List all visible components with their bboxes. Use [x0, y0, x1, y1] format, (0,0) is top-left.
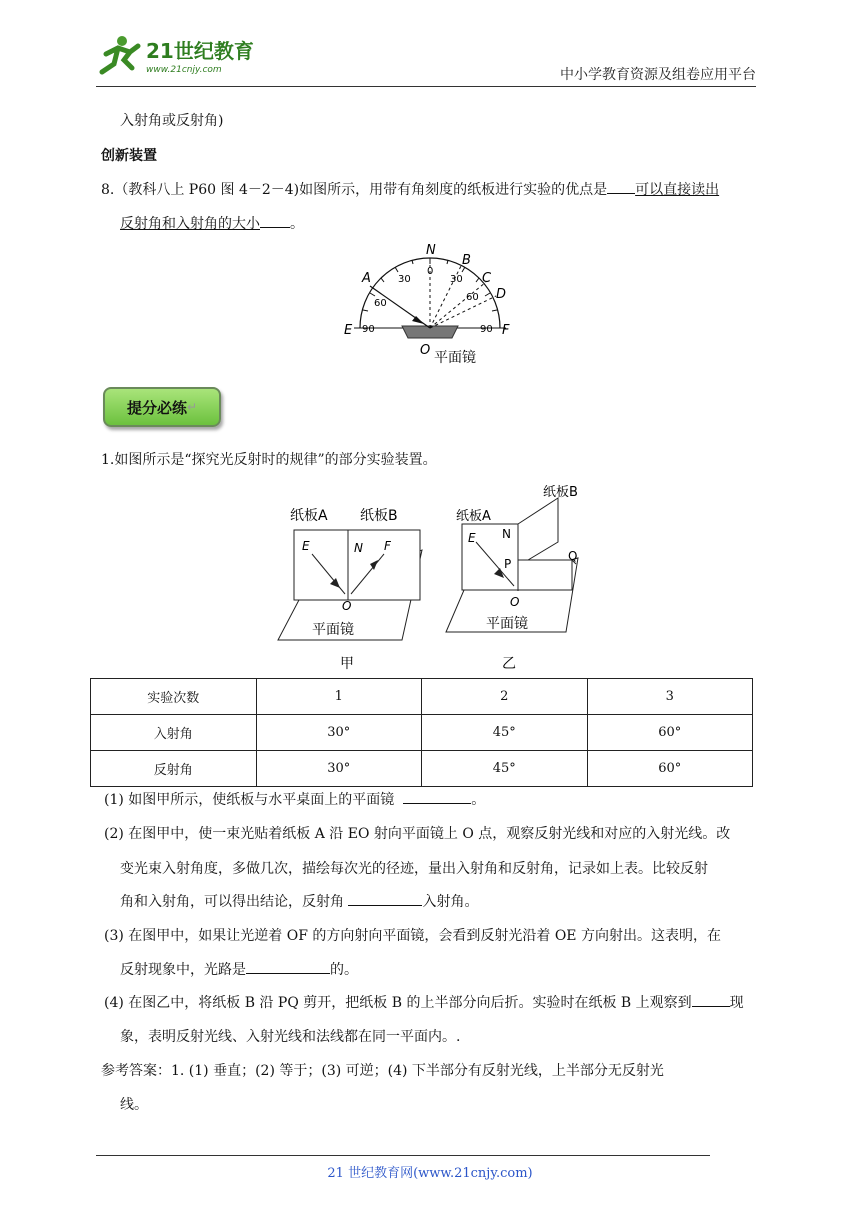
- table-cell: 反射角: [91, 751, 257, 787]
- table-cell: 60°: [587, 751, 753, 787]
- q8-suffix: 。: [290, 216, 304, 232]
- jia-mirror-label: 平面镜: [312, 622, 354, 638]
- experiment-table: [90, 678, 753, 787]
- sub4-blank: [692, 990, 730, 1007]
- fig8-label-o: O: [420, 343, 431, 358]
- table-cell: 45°: [422, 751, 588, 787]
- return-mark-icon: ↵: [186, 400, 198, 414]
- section-title: 创新装置: [101, 148, 157, 164]
- site-logo: [96, 34, 266, 80]
- fig8-label-e: E: [344, 323, 353, 338]
- table-row: [91, 715, 753, 751]
- question-1-intro: 1.如图所示是“探究光反射时的规律”的部分实验装置。: [101, 452, 437, 468]
- sub4-line1: [104, 989, 784, 1017]
- sub3-line2: [120, 956, 358, 984]
- fig8-label-d: D: [496, 287, 507, 302]
- sub3-line2-end: 的。: [330, 962, 358, 978]
- q8-answer-part2: 反射角和入射角的大小: [120, 216, 260, 232]
- fig8-label-n: N: [426, 243, 436, 258]
- answer-line2: 线。: [120, 1097, 148, 1113]
- table-cell: 30°: [256, 751, 422, 787]
- yi-label-p: P: [504, 557, 512, 571]
- fig8-tick-90-left: 90: [362, 324, 375, 335]
- footer-divider: [96, 1155, 710, 1156]
- jia-label-e: E: [302, 539, 310, 553]
- fig8-label-b: B: [462, 253, 471, 268]
- table-cell: 实验次数: [91, 679, 257, 715]
- q8-blank-right: [260, 211, 290, 228]
- yi-mirror-label: 平面镜: [486, 616, 528, 632]
- table-row: [91, 751, 753, 787]
- figure-yi: [440, 480, 600, 676]
- jia-label-f: F: [384, 539, 391, 553]
- sub2-line2: 变光束入射角度，多做几次，描绘每次光的径迹，量出入射角和反射角，记录如上表。比较反射: [120, 861, 708, 877]
- fig8-tick-0: 0: [427, 266, 434, 277]
- header-platform-text: 中小学教育资源及组卷应用平台: [560, 67, 756, 83]
- answer-line1: 参考答案：1. (1) 垂直；(2) 等于；(3) 可逆；(4) 下半部分有反射光线，上半部分无反射光: [101, 1063, 664, 1079]
- logo-url: www.21cnjy.com: [146, 65, 222, 75]
- sub2-line3: [120, 888, 478, 916]
- jia-board-b: 纸板B: [360, 508, 398, 524]
- yi-label-n: N: [502, 527, 511, 541]
- sub1-text: (1) 如图甲所示，使纸板与水平桌面上的平面镜: [104, 792, 395, 808]
- fig8-tick-60-left: 60: [374, 298, 387, 309]
- table-cell: 45°: [422, 715, 588, 751]
- sub3-blank: [246, 957, 330, 974]
- table-cell: 入射角: [91, 715, 257, 751]
- figure-jia: [270, 480, 440, 676]
- protractor-figure: [340, 238, 520, 370]
- runner-logo-icon: [96, 34, 266, 80]
- sub1-blank: [403, 787, 471, 804]
- q8-prefix: 8.（教科八上 P60 图 4－2－4)如图所示，用带有角刻度的纸板进行实验的优点是: [101, 182, 608, 198]
- sub3-line1: (3) 在图甲中，如果让光逆着 OF 的方向射向平面镜，会看到反射光沿着 OE 方向射出。这表明，在: [104, 928, 721, 944]
- table-cell: 60°: [587, 715, 753, 751]
- sub3-line2-start: 反射现象中，光路是: [120, 962, 246, 978]
- sub4-line1-end: 现: [729, 995, 744, 1011]
- continued-line: 入射角或反射角): [120, 113, 224, 129]
- yi-caption: 乙: [502, 656, 516, 672]
- jia-caption: 甲: [340, 656, 354, 672]
- yi-label-q: Q: [568, 549, 578, 563]
- sub-question-1: [104, 786, 485, 814]
- table-row: [91, 679, 753, 715]
- practice-section-button[interactable]: [103, 387, 221, 427]
- jia-label-o: O: [342, 599, 352, 613]
- table-cell: 2: [422, 679, 588, 715]
- q8-blank-left: [607, 177, 635, 194]
- fig8-tick-30-left: 30: [398, 274, 411, 285]
- table-cell: 3: [587, 679, 753, 715]
- question-8: [101, 176, 771, 204]
- question-8-line2: [120, 210, 304, 238]
- table-cell: 1: [256, 679, 422, 715]
- q8-answer-part1: 可以直接读出: [635, 182, 720, 198]
- fig8-tick-60-right: 60: [466, 292, 479, 303]
- yi-board-a: 纸板A: [456, 509, 491, 524]
- fig8-tick-90-right: 90: [480, 324, 493, 335]
- sub4-line1-start: (4) 在图乙中，将纸板 B 沿 PQ 剪开，把纸板 B 的上半部分向后折。实验时在纸板 B 上观察到: [104, 995, 692, 1011]
- sub2-line1: (2) 在图甲中，使一束光贴着纸板 A 沿 EO 射向平面镜上 O 点，观察反射光线和对应的入射光线。改: [104, 826, 731, 842]
- yi-board-b: 纸板B: [543, 485, 578, 500]
- logo-text: 21世纪教育: [146, 39, 254, 63]
- fig8-label-c: C: [482, 271, 492, 286]
- fig8-tick-30-right: 30: [450, 274, 463, 285]
- sub4-line2: 象，表明反射光线、入射光线和法线都在同一平面内。.: [120, 1029, 461, 1045]
- header-divider: [96, 86, 756, 87]
- yi-label-e: E: [468, 531, 476, 545]
- fig8-label-f: F: [502, 323, 510, 338]
- table-cell: 30°: [256, 715, 422, 751]
- sub2-blank: [348, 889, 422, 906]
- sub2-line3-start: 角和入射角，可以得出结论，反射角: [120, 894, 344, 910]
- practice-button-label: 提分必练: [126, 398, 187, 417]
- footer-link[interactable]: 21 世纪教育网(www.21cnjy.com): [327, 1166, 533, 1181]
- fig8-mirror-label: 平面镜: [434, 350, 476, 366]
- sub2-line3-end: 入射角。: [422, 894, 479, 910]
- yi-label-o: O: [510, 595, 520, 609]
- jia-label-n: N: [354, 541, 363, 555]
- sub1-end: 。: [471, 792, 486, 808]
- jia-board-a: 纸板A: [290, 508, 328, 524]
- fig8-label-a: A: [362, 271, 371, 286]
